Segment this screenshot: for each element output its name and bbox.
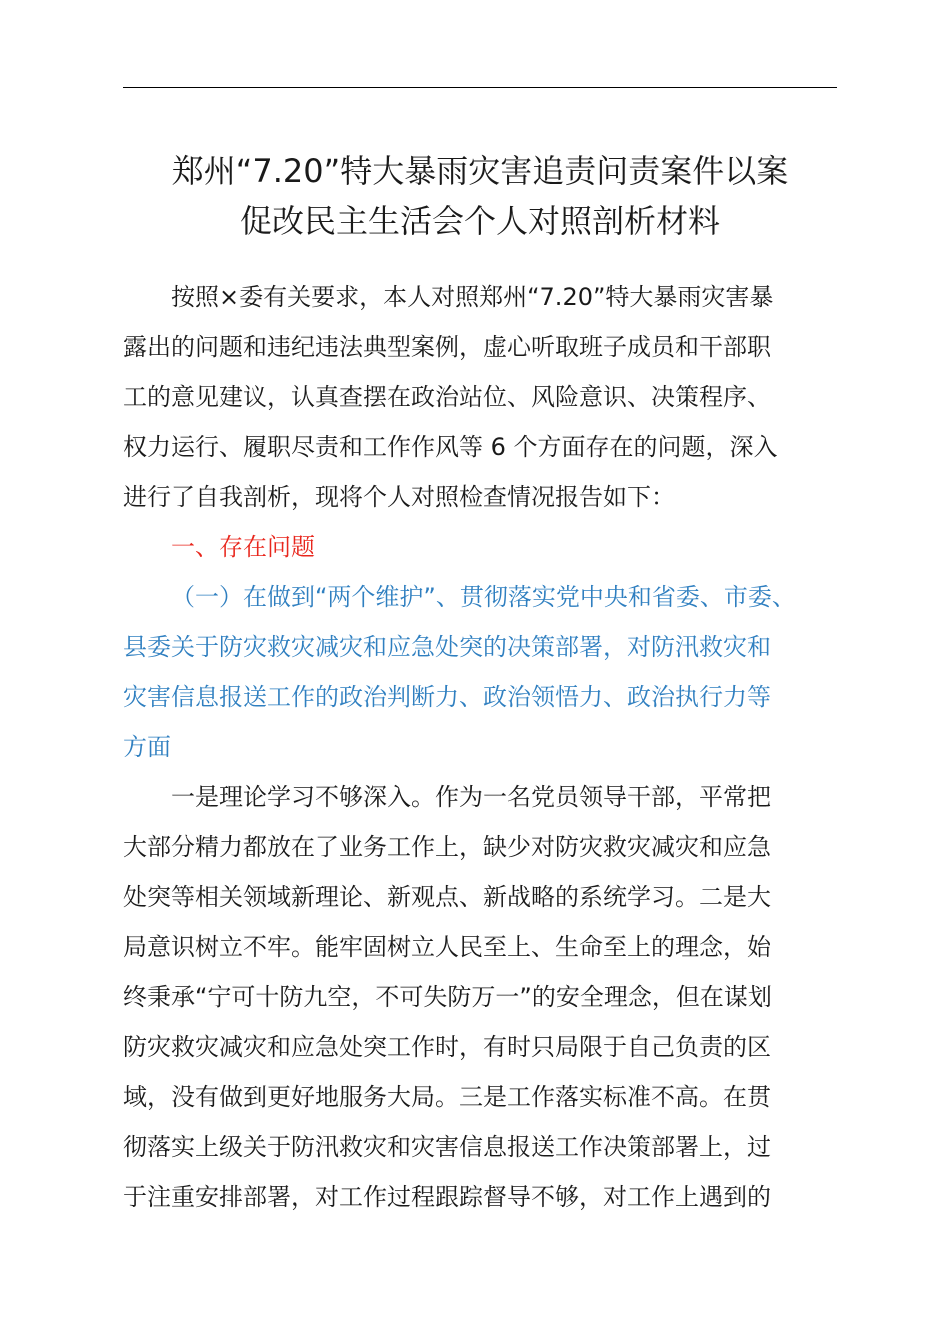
title-line-1: 郑州“7.20”特大暴雨灾害追责问责案件以案 bbox=[171, 152, 789, 190]
text-line: 按照×委有关要求，本人对照郑州“7.20”特大暴雨灾害暴 bbox=[171, 283, 774, 311]
section-heading: 一、存在问题 bbox=[171, 533, 315, 561]
title-line-2: 促改民主生活会个人对照剖析材料 bbox=[239, 202, 720, 240]
text-line: 域，没有做到更好地服务大局。三是工作落实标准不高。在贯 bbox=[123, 1083, 771, 1111]
document-title bbox=[123, 146, 837, 246]
text-line: 进行了自我剖析，现将个人对照检查情况报告如下： bbox=[123, 483, 675, 511]
text-line: 局意识树立不牢。能牢固树立人民至上、生命至上的理念，始 bbox=[123, 933, 771, 961]
subsection-heading bbox=[123, 572, 837, 772]
document-body bbox=[123, 272, 837, 1222]
text-line: 一是理论学习不够深入。作为一名党员领导干部，平常把 bbox=[171, 783, 771, 811]
text-line: 于注重安排部署，对工作过程跟踪督导不够，对工作上遇到的 bbox=[123, 1183, 771, 1211]
text-line: 防灾救灾减灾和应急处突工作时，有时只局限于自己负责的区 bbox=[123, 1033, 771, 1061]
subheading-line: （一）在做到“两个维护”、贯彻落实党中央和省委、市委、 bbox=[171, 583, 796, 611]
text-line: 处突等相关领域新理论、新观点、新战略的系统学习。二是大 bbox=[123, 883, 771, 911]
subheading-line: 灾害信息报送工作的政治判断力、政治领悟力、政治执行力等 bbox=[123, 683, 771, 711]
text-line: 大部分精力都放在了业务工作上，缺少对防灾救灾减灾和应急 bbox=[123, 833, 771, 861]
subheading-line: 县委关于防灾救灾减灾和应急处突的决策部署，对防汛救灾和 bbox=[123, 633, 771, 661]
text-line: 权力运行、履职尽责和工作作风等 6 个方面存在的问题，深入 bbox=[123, 433, 778, 461]
text-line: 工的意见建议，认真查摆在政治站位、风险意识、决策程序、 bbox=[123, 383, 771, 411]
body-paragraph bbox=[123, 772, 837, 1222]
subheading-line: 方面 bbox=[123, 733, 171, 761]
text-line: 彻落实上级关于防汛救灾和灾害信息报送工作决策部署上，过 bbox=[123, 1133, 771, 1161]
text-line: 终秉承“宁可十防九空，不可失防万一”的安全理念，但在谋划 bbox=[123, 983, 772, 1011]
header-rule bbox=[123, 87, 837, 88]
intro-paragraph bbox=[123, 272, 837, 522]
text-line: 露出的问题和违纪违法典型案例，虚心听取班子成员和干部职 bbox=[123, 333, 771, 361]
